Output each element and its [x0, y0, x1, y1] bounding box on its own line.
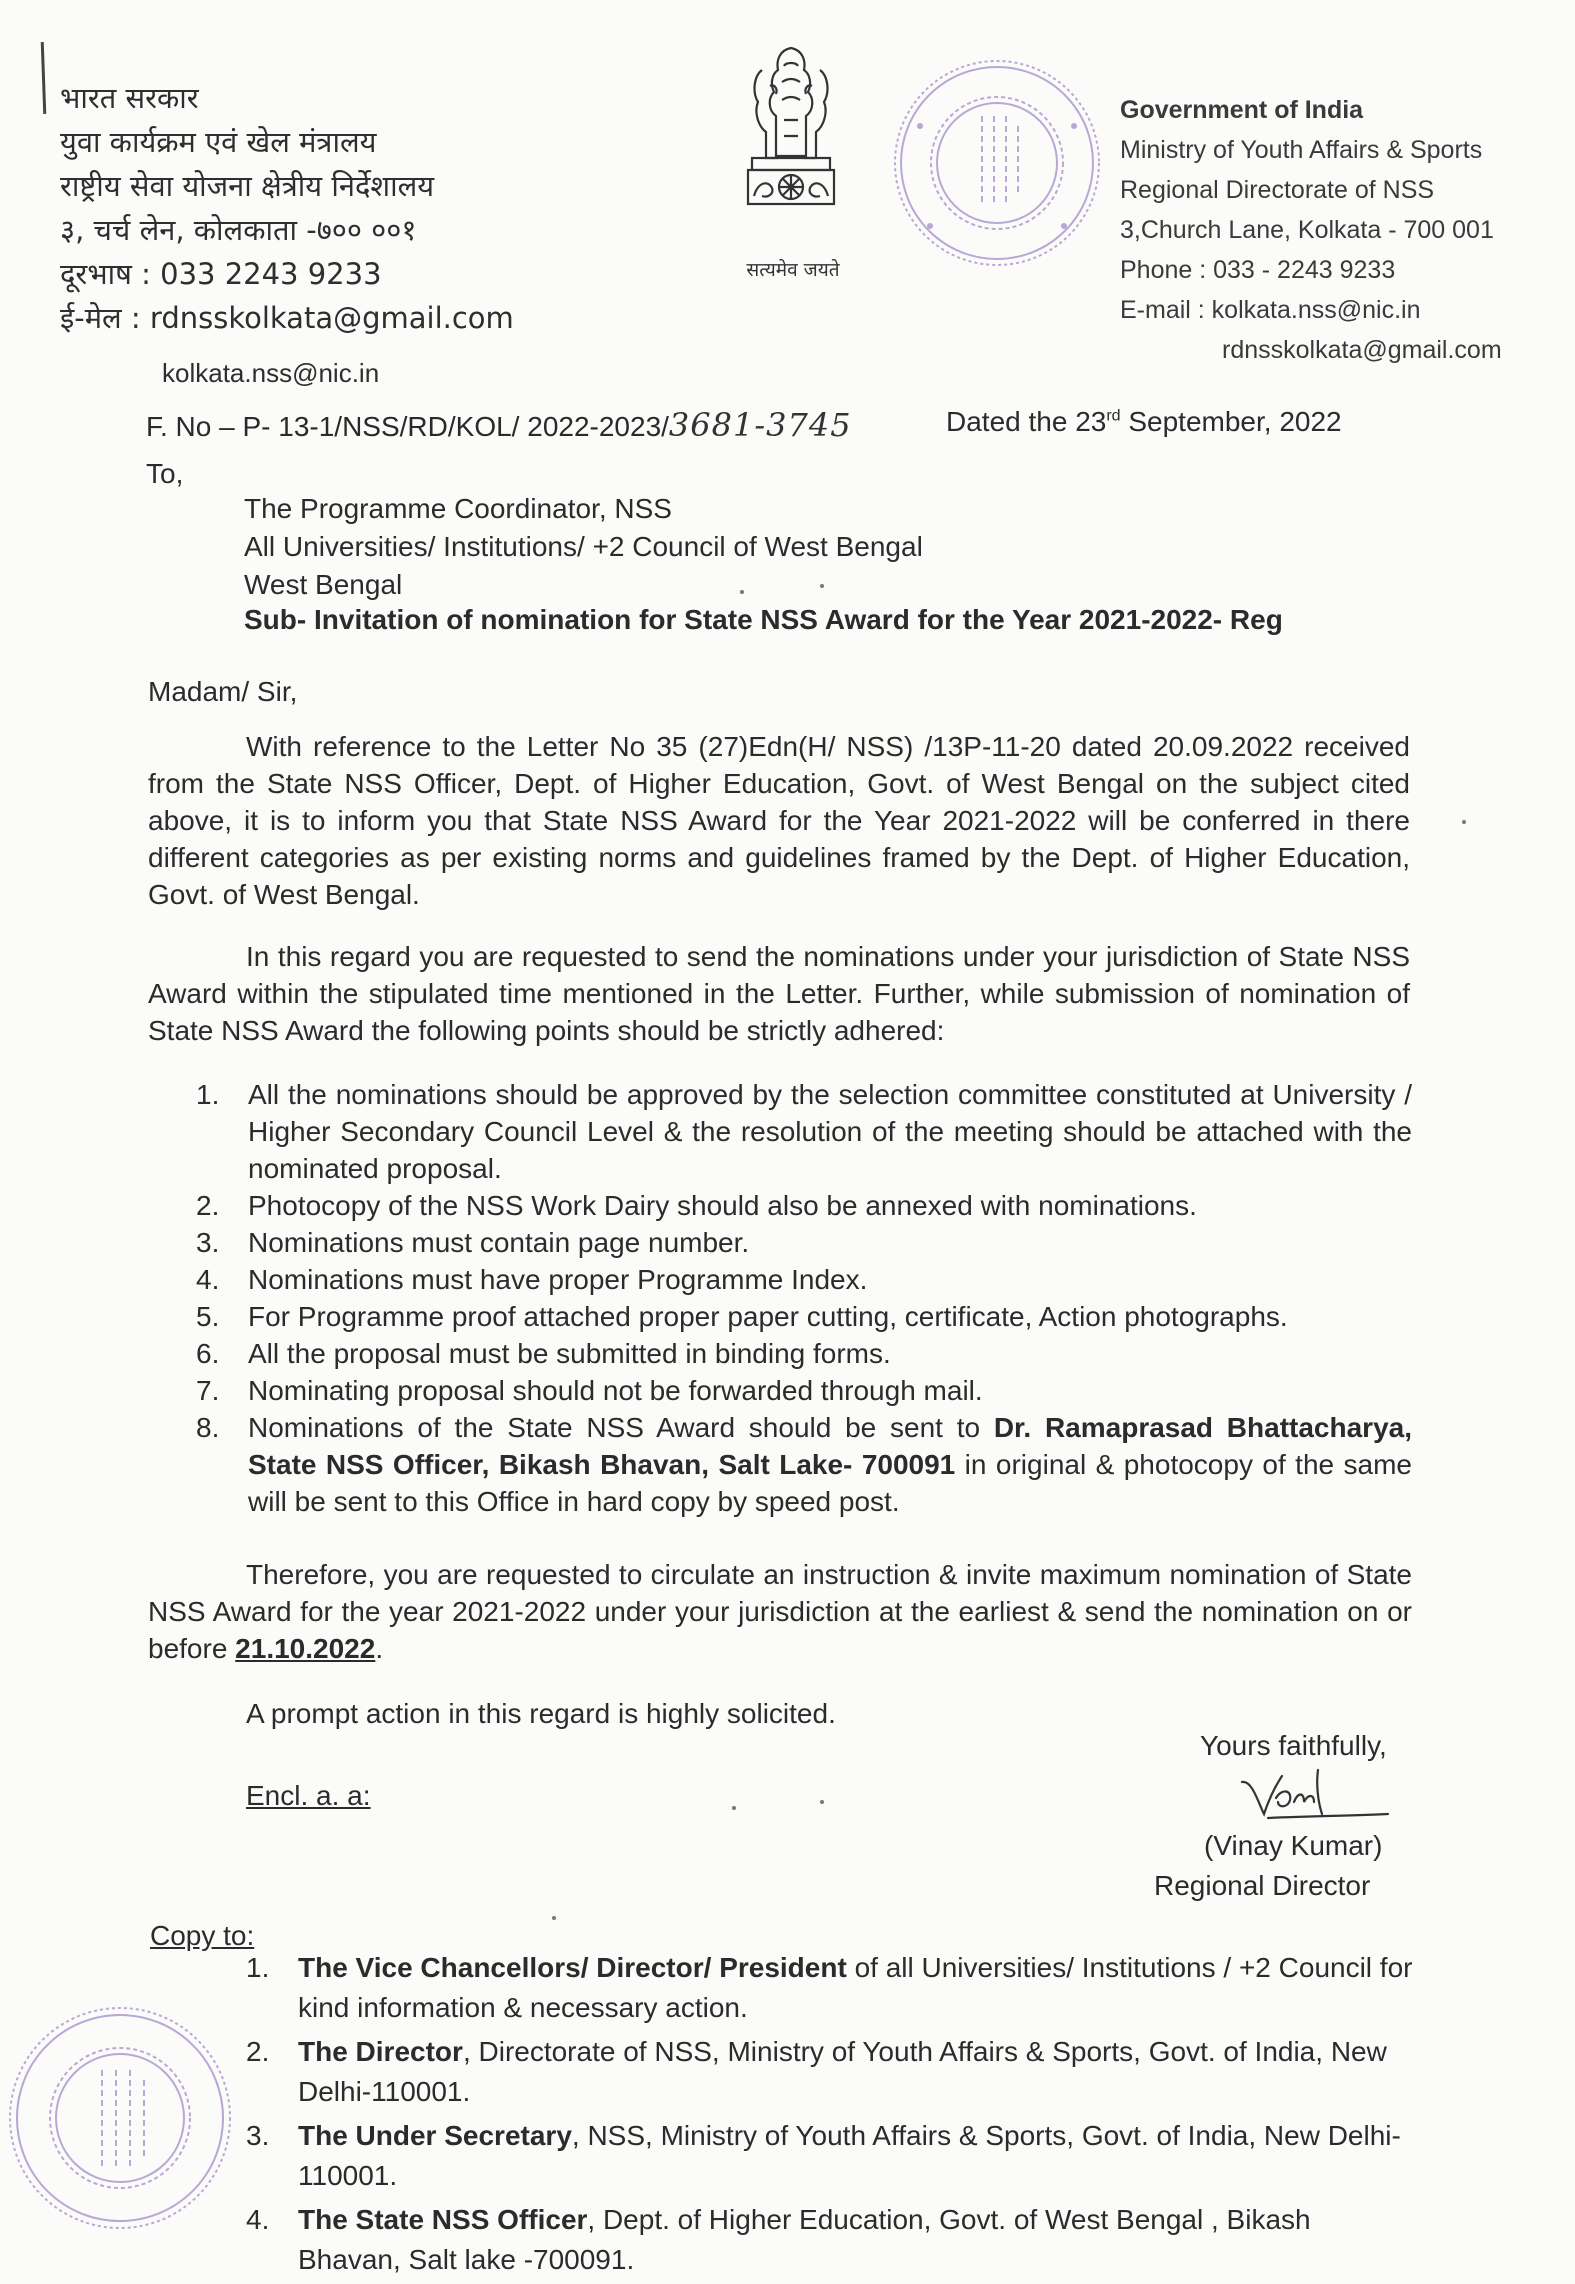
- list-item: [246, 2116, 1414, 2196]
- list-number: 1.: [196, 1079, 220, 1110]
- date-prefix: Dated the 23: [946, 406, 1107, 437]
- hindi-line: ई-मेल : rdnsskolkata@gmail.com: [60, 301, 514, 335]
- list-text-bold: Dr. Ramaprasad Bhattacharya, State NSS Officer, Bikash Bhavan, Salt Lake- 700091: [248, 1412, 1412, 1480]
- margin-mark: [41, 42, 47, 114]
- list-number: 4.: [246, 2204, 270, 2235]
- paragraph-request: In this regard you are requested to send the nominations under your jurisdiction of State NSS Award within the stipulated time mentioned in the Letter. Further, while submission of nomination of State NSS Award the following points should be strictly adhered:: [148, 941, 1410, 1046]
- letter-date: [946, 406, 1342, 438]
- signatory-title: Regional Director: [1154, 1870, 1371, 1901]
- national-emblem-icon: [732, 36, 850, 246]
- english-line: Regional Directorate of NSS: [1120, 176, 1435, 204]
- list-number: 7.: [196, 1375, 220, 1406]
- paragraph-text: Therefore, you are requested to circulate an instruction & invite maximum nomination of State NSS Award for the year 2021-2022 under your jurisdiction at the earliest & send the nomination on or before: [148, 1559, 1412, 1664]
- list-number: 3.: [246, 2120, 270, 2151]
- signatory-name: (Vinay Kumar): [1204, 1830, 1383, 1861]
- deadline-date: 21.10.2022: [235, 1633, 376, 1664]
- list-number: 4.: [196, 1264, 220, 1295]
- scan-speck: [820, 584, 824, 588]
- hindi-line: ३, चर्च लेन, कोलकाता -७०० ००१: [60, 213, 417, 247]
- list-number: 2.: [246, 2036, 270, 2067]
- scan-speck: [820, 1800, 824, 1804]
- paragraph-reference: With reference to the Letter No 35 (27)Edn(H/ NSS) /13P-11-20 dated 20.09.2022 received from the State NSS Officer, Dept. of Higher Education, Govt. of West Bengal on the subject cited above, it is to inform you that State NSS Award for the Year 2021-2022 will be conferred in there different categories as per existing norms and guidelines framed by the Dept. of Higher Education, Govt. of West Bengal.: [148, 731, 1410, 910]
- office-seal-icon: [890, 56, 1104, 270]
- emblem-motto: सत्यमेव जयते: [746, 259, 840, 281]
- list-text: All the proposal must be submitted in binding forms.: [248, 1338, 891, 1369]
- subject-line: Sub- Invitation of nomination for State NSS Award for the Year 2021-2022- Reg: [244, 604, 1283, 635]
- list-item: [246, 1948, 1414, 2028]
- english-line: Ministry of Youth Affairs & Sports: [1120, 136, 1483, 164]
- recipient-bold: The State NSS Officer: [298, 2204, 588, 2235]
- to-label: To,: [146, 458, 184, 489]
- paragraph-text: .: [375, 1633, 384, 1664]
- list-text: Nominations must contain page number.: [248, 1227, 750, 1258]
- hindi-header: [60, 76, 514, 340]
- recipient-bold: The Under Secretary: [298, 2120, 572, 2151]
- recipient-text: , Dept. of Higher Education, Govt. of West Bengal , Bikash Bhavan, Salt lake -700091.: [298, 2204, 1311, 2275]
- recipient-text: , Directorate of NSS, Ministry of Youth Affairs & Sports, Govt. of India, New Delhi-110001.: [298, 2036, 1387, 2107]
- list-number: 1.: [246, 1952, 270, 1983]
- list-item: [196, 1409, 1412, 1520]
- scan-speck: [732, 1806, 736, 1810]
- hindi-line: दूरभाष : 033 2243 9233: [60, 257, 382, 291]
- list-item: [196, 1224, 1412, 1261]
- list-number: 2.: [196, 1190, 220, 1221]
- list-item: [196, 1372, 1412, 1409]
- hindi-line: राष्ट्रीय सेवा योजना क्षेत्रीय निर्देशालय: [60, 169, 435, 203]
- list-item: [196, 1187, 1412, 1224]
- list-item: [196, 1298, 1412, 1335]
- points-list: [196, 1076, 1412, 1520]
- list-item: [196, 1261, 1412, 1298]
- scan-speck: [1462, 820, 1466, 824]
- list-number: 5.: [196, 1301, 220, 1332]
- file-number: F. No – P- 13-1/NSS/RD/KOL/ 2022-2023/: [146, 411, 669, 442]
- list-item: [196, 1076, 1412, 1187]
- list-text: Photocopy of the NSS Work Dairy should also be annexed with nominations.: [248, 1190, 1197, 1221]
- english-line: Phone : 033 - 2243 9233: [1120, 256, 1396, 284]
- handwritten-number: 3681-3745: [668, 406, 852, 444]
- list-item: [246, 2200, 1414, 2280]
- office-seal-bottom-icon: [2, 2000, 238, 2236]
- hindi-email-secondary: kolkata.nss@nic.in: [162, 358, 380, 388]
- signature-icon: [1238, 1762, 1398, 1832]
- list-number: 6.: [196, 1338, 220, 1369]
- list-text: Nominations of the State NSS Award should be sent to: [248, 1412, 994, 1443]
- addressee-line: All Universities/ Institutions/ +2 Council of West Bengal: [244, 531, 923, 562]
- recipient-text: , NSS, Ministry of Youth Affairs & Sports, Govt. of India, New Delhi-110001.: [298, 2120, 1401, 2191]
- english-line: 3,Church Lane, Kolkata - 700 001: [1120, 216, 1494, 244]
- scan-speck: [552, 1916, 556, 1920]
- english-header: [1120, 90, 1502, 370]
- recipient-bold: The Vice Chancellors/ Director/ President: [298, 1952, 847, 1983]
- english-line: E-mail : kolkata.nss@nic.in: [1120, 296, 1421, 324]
- paragraph-circulate: [148, 1556, 1412, 1667]
- english-email-secondary: rdnsskolkata@gmail.com: [1222, 336, 1502, 364]
- copy-to-label: Copy to:: [150, 1920, 255, 1951]
- recipient-bold: The Director: [298, 2036, 463, 2067]
- list-text: All the nominations should be approved by the selection committee constituted at University / Higher Secondary Council Level & the resolution of the meeting should be attached with the nominated proposal.: [248, 1079, 1412, 1184]
- scan-speck: [740, 590, 744, 594]
- list-item: [196, 1335, 1412, 1372]
- list-text: Nominating proposal should not be forwarded through mail.: [248, 1375, 983, 1406]
- list-item: [246, 2032, 1414, 2112]
- copy-to-list: [246, 1948, 1414, 2284]
- list-text: in original & photocopy of the same will be sent to this Office in hard copy by speed post.: [248, 1449, 1412, 1517]
- salutation: Madam/ Sir,: [148, 676, 298, 707]
- file-reference: [146, 406, 852, 444]
- recipient-text: of all Universities/ Institutions / +2 Council for kind information & necessary action.: [298, 1952, 1413, 2023]
- hindi-line: भारत सरकार: [60, 81, 199, 115]
- list-number: 8.: [196, 1412, 220, 1443]
- enclosure-label: Encl. a. a:: [246, 1780, 371, 1811]
- list-text: Nominations must have proper Programme Index.: [248, 1264, 868, 1295]
- list-text: For Programme proof attached proper paper cutting, certificate, Action photographs.: [248, 1301, 1288, 1332]
- date-suffix: September, 2022: [1120, 406, 1342, 437]
- closing: Yours faithfully,: [1200, 1730, 1387, 1761]
- addressee-line: West Bengal: [244, 569, 403, 600]
- list-number: 3.: [196, 1227, 220, 1258]
- addressee-line: The Programme Coordinator, NSS: [244, 493, 672, 524]
- prompt-action: A prompt action in this regard is highly solicited.: [246, 1698, 836, 1729]
- english-line: Government of India: [1120, 96, 1364, 124]
- hindi-line: युवा कार्यक्रम एवं खेल मंत्रालय: [60, 125, 377, 159]
- date-ordinal: rd: [1106, 407, 1121, 425]
